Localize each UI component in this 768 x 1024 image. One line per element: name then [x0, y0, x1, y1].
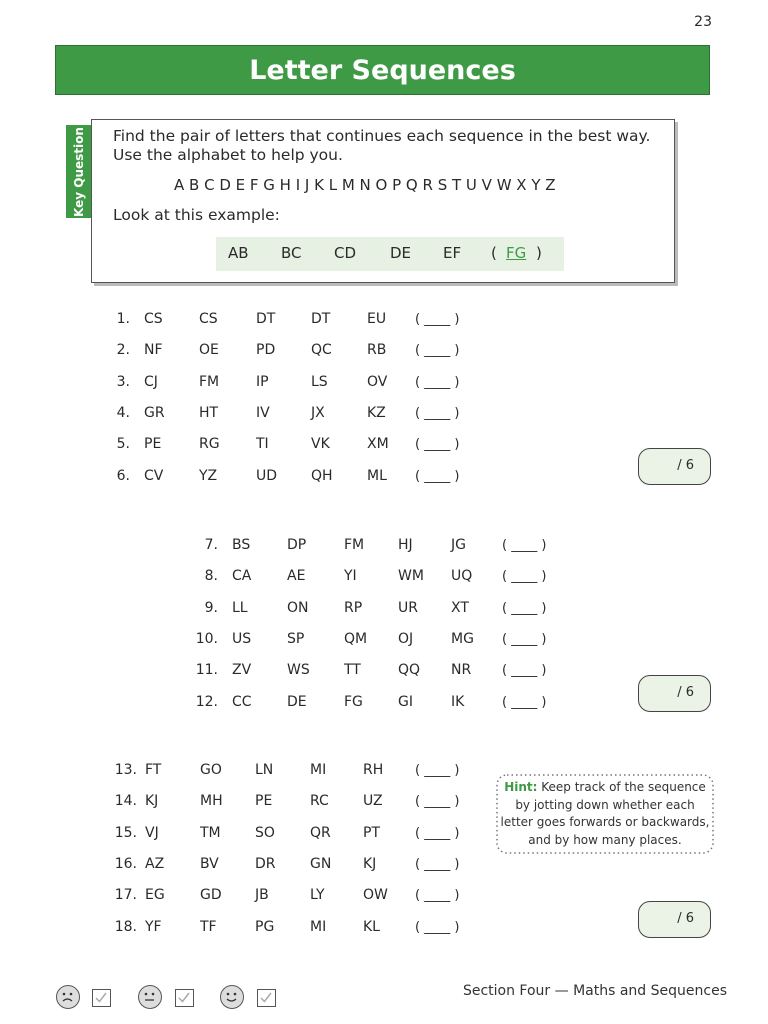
example-pair: CD [334, 244, 357, 262]
sequence-pair: FM [344, 537, 365, 553]
sequence-pair: FM [199, 374, 220, 390]
example-close-paren: ) [536, 244, 542, 262]
sequence-pair: AZ [145, 856, 165, 872]
answer-blank[interactable]: ( ____ ) [415, 920, 460, 935]
sequence-pair: JX [311, 405, 325, 421]
question-number: 5. [116, 436, 130, 452]
sequence-pair: GR [144, 405, 165, 421]
sequence-pair: ON [287, 600, 309, 616]
sequence-pair: CJ [144, 374, 158, 390]
answer-blank[interactable]: ( ____ ) [502, 663, 547, 678]
question-number: 17. [114, 887, 137, 903]
answer-blank[interactable]: ( ____ ) [415, 794, 460, 809]
sequence-pair: KJ [145, 793, 159, 809]
sequence-pair: ML [367, 468, 387, 484]
sequence-pair: HT [199, 405, 219, 421]
neutral-face-icon[interactable] [138, 985, 162, 1009]
sequence-pair: OE [199, 342, 219, 358]
sequence-pair: UZ [363, 793, 383, 809]
sequence-pair: JB [255, 887, 269, 903]
sequence-pair: SP [287, 631, 305, 647]
sequence-pair: RG [199, 436, 220, 452]
sequence-pair: CV [144, 468, 164, 484]
sequence-pair: PT [363, 825, 380, 841]
question-number: 3. [116, 374, 130, 390]
sequence-pair: LN [255, 762, 274, 778]
sequence-pair: MI [310, 762, 327, 778]
sequence-pair: KZ [367, 405, 386, 421]
sequence-pair: VJ [145, 825, 159, 841]
sequence-pair: RB [367, 342, 387, 358]
sequence-pair: TI [256, 436, 269, 452]
sequence-pair: GD [200, 887, 222, 903]
question-number: 14. [114, 793, 137, 809]
sequence-pair: VK [311, 436, 330, 452]
tick-box[interactable] [92, 989, 111, 1007]
sequence-pair: MH [200, 793, 223, 809]
answer-blank[interactable]: ( ____ ) [415, 857, 460, 872]
sequence-pair: DT [256, 311, 276, 327]
sequence-pair: EU [367, 311, 387, 327]
example-answer: FG [506, 244, 527, 262]
sequence-pair: NF [144, 342, 163, 358]
question-number: 11. [195, 662, 218, 678]
footer-section-title: Section Four — Maths and Sequences [462, 983, 727, 999]
instruction-line-2: Use the alphabet to help you. [113, 146, 343, 164]
sequence-pair: DT [311, 311, 331, 327]
sequence-pair: ZV [232, 662, 252, 678]
answer-blank[interactable]: ( ____ ) [415, 312, 460, 327]
sequence-pair: IK [451, 694, 465, 710]
sequence-pair: CS [144, 311, 163, 327]
answer-blank[interactable]: ( ____ ) [502, 601, 547, 616]
sequence-pair: MG [451, 631, 474, 647]
sequence-pair: TF [200, 919, 217, 935]
answer-blank[interactable]: ( ____ ) [415, 763, 460, 778]
example-pair: EF [443, 244, 462, 262]
sequence-pair: PE [255, 793, 273, 809]
answer-blank[interactable]: ( ____ ) [415, 343, 460, 358]
example-pair: DE [390, 244, 412, 262]
hint-text [500, 779, 710, 849]
sequence-pair: DP [287, 537, 307, 553]
question-number: 15. [114, 825, 137, 841]
question-number: 16. [114, 856, 137, 872]
sad-face-icon[interactable] [56, 985, 80, 1009]
sequence-pair: SO [255, 825, 275, 841]
sequence-pair: FG [344, 694, 363, 710]
question-number: 7. [204, 537, 218, 553]
sequence-pair: XM [367, 436, 389, 452]
sequence-pair: QC [311, 342, 332, 358]
answer-blank[interactable]: ( ____ ) [502, 569, 547, 584]
sequence-pair: HJ [398, 537, 413, 553]
question-number: 6. [116, 468, 130, 484]
sequence-pair: QQ [398, 662, 421, 678]
score-label: / 6 [677, 458, 694, 473]
sequence-pair: IP [256, 374, 269, 390]
sequence-pair: KL [363, 919, 380, 935]
sequence-pair: AE [287, 568, 306, 584]
sequence-pair: OW [363, 887, 388, 903]
sequence-pair: LS [311, 374, 328, 390]
sequence-pair: PD [256, 342, 276, 358]
sequence-pair: UD [256, 468, 278, 484]
example-open-paren: ( [491, 244, 497, 262]
question-number: 18. [114, 919, 137, 935]
sequence-pair: GO [200, 762, 222, 778]
sequence-pair: LL [232, 600, 248, 616]
sequence-pair: UQ [451, 568, 473, 584]
sequence-pair: QM [344, 631, 368, 647]
sequence-pair: CA [232, 568, 252, 584]
example-pair: BC [281, 244, 302, 262]
question-number: 13. [114, 762, 137, 778]
question-number: 10. [195, 631, 218, 647]
score-box-3[interactable] [638, 901, 711, 938]
page-number: 23 [694, 14, 712, 30]
question-number: 12. [195, 694, 218, 710]
score-box-2[interactable] [638, 675, 711, 712]
sequence-pair: GN [310, 856, 332, 872]
sequence-pair: FT [145, 762, 162, 778]
question-number: 2. [116, 342, 130, 358]
sequence-pair: UR [398, 600, 418, 616]
sequence-pair: IV [256, 405, 270, 421]
happy-face-icon[interactable] [220, 985, 244, 1009]
sequence-pair: QH [311, 468, 333, 484]
alphabet: A B C D E F G H I J K L M N O P Q R S T U V W X Y Z [174, 176, 556, 194]
question-number: 8. [204, 568, 218, 584]
sequence-pair: MI [310, 919, 327, 935]
score-box-1[interactable] [638, 448, 711, 485]
sequence-pair: LY [310, 887, 325, 903]
key-question-tab-label: Key Question [71, 126, 86, 217]
sequence-pair: PE [144, 436, 162, 452]
sequence-pair: DR [255, 856, 276, 872]
answer-blank[interactable]: ( ____ ) [415, 469, 460, 484]
sequence-pair: RH [363, 762, 384, 778]
sequence-pair: WS [287, 662, 310, 678]
sequence-pair: XT [451, 600, 469, 616]
sequence-pair: BS [232, 537, 251, 553]
sequence-pair: YI [344, 568, 357, 584]
question-number: 4. [116, 405, 130, 421]
answer-blank[interactable]: ( ____ ) [502, 632, 547, 647]
sequence-pair: TT [344, 662, 361, 678]
answer-blank[interactable]: ( ____ ) [415, 826, 460, 841]
question-number: 9. [204, 600, 218, 616]
tick-box[interactable] [175, 989, 194, 1007]
sequence-pair: JG [451, 537, 466, 553]
sequence-pair: YF [145, 919, 162, 935]
answer-blank[interactable]: ( ____ ) [502, 695, 547, 710]
sequence-pair: YZ [199, 468, 218, 484]
sequence-pair: NR [451, 662, 472, 678]
instruction-line-1: Find the pair of letters that continues each sequence in the best way. [113, 127, 651, 145]
sequence-pair: GI [398, 694, 413, 710]
sequence-pair: RC [310, 793, 329, 809]
sequence-pair: RP [344, 600, 363, 616]
hint-label: Hint: [504, 780, 538, 794]
hint-body: Keep track of the sequence by jotting down whether each letter goes forwards or backwards, and by how many places. [500, 780, 710, 847]
sequence-pair: OJ [398, 631, 414, 647]
sequence-pair: PG [255, 919, 275, 935]
sequence-pair: BV [200, 856, 219, 872]
sequence-pair: KJ [363, 856, 377, 872]
sequence-pair: EG [145, 887, 165, 903]
example-pair: AB [228, 244, 249, 262]
answer-blank[interactable]: ( ____ ) [415, 375, 460, 390]
question-number: 1. [116, 311, 130, 327]
key-question-tab [66, 125, 91, 218]
example-label: Look at this example: [113, 206, 280, 224]
page-title: Letter Sequences [55, 45, 710, 95]
score-label: / 6 [677, 911, 694, 926]
score-label: / 6 [677, 685, 694, 700]
sequence-pair: OV [367, 374, 388, 390]
answer-blank[interactable]: ( ____ ) [415, 888, 460, 903]
tick-box[interactable] [257, 989, 276, 1007]
sequence-pair: WM [398, 568, 424, 584]
sequence-pair: QR [310, 825, 331, 841]
answer-blank[interactable]: ( ____ ) [415, 406, 460, 421]
answer-blank[interactable]: ( ____ ) [415, 437, 460, 452]
answer-blank[interactable]: ( ____ ) [502, 538, 547, 553]
sequence-pair: CC [232, 694, 252, 710]
sequence-pair: DE [287, 694, 307, 710]
sequence-pair: TM [200, 825, 221, 841]
sequence-pair: CS [199, 311, 218, 327]
sequence-pair: US [232, 631, 252, 647]
